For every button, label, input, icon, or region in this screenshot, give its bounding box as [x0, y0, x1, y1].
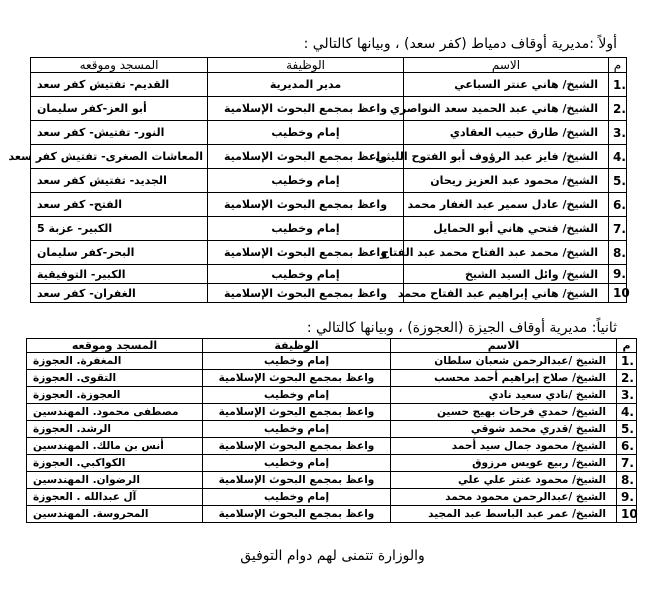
- row-mosque: الرشد. العجوزة: [27, 421, 203, 438]
- row-name: الشيخ /قدري محمد شوقي: [391, 421, 617, 438]
- row-name: الشيخ/ هاني إبراهيم عبد الفتاح محمد: [404, 284, 609, 303]
- row-job: إمام وخطيب: [208, 169, 404, 193]
- table-row: [27, 489, 637, 506]
- row-job: واعظ بمجمع البحوث الإسلامية: [208, 145, 404, 169]
- row-job: إمام وخطيب: [203, 353, 391, 370]
- row-mosque: مصطفى محمود. المهندسين: [27, 404, 203, 421]
- table-row: [31, 284, 627, 303]
- row-num: 10: [617, 506, 637, 523]
- row-job: واعظ بمجمع البحوث الإسلامية: [203, 506, 391, 523]
- row-num: 6.: [609, 193, 627, 217]
- closing-note: والوزارة تتمنى لهم دوام التوفيق: [240, 548, 425, 564]
- row-num: 4.: [617, 404, 637, 421]
- row-mosque: أبو العز-كفر سليمان: [31, 97, 208, 121]
- row-job: إمام وخطيب: [203, 455, 391, 472]
- row-job: واعظ بمجمع البحوث الإسلامية: [208, 241, 404, 265]
- row-num: 10: [609, 284, 627, 303]
- row-mosque: المعاشات الصغرى- تفتيش كفر سعد: [31, 145, 208, 169]
- col-header-name: الاسم: [391, 339, 617, 353]
- row-mosque: الفتح- كفر سعد: [31, 193, 208, 217]
- row-num: 1.: [609, 73, 627, 97]
- table-row: [27, 421, 637, 438]
- row-job: إمام وخطيب: [203, 387, 391, 404]
- section1-table: [8, 57, 630, 303]
- col-header-job: الوظيفة: [208, 58, 404, 73]
- row-mosque: آل عبدالله . العجوزة: [27, 489, 203, 506]
- row-job: واعظ بمجمع البحوث الإسلامية: [208, 284, 404, 303]
- table-row: [31, 241, 627, 265]
- section1-heading: أولاً :مديرية أوقاف دمياط (كفر سعد) ، وبيانها كالتالي :: [303, 36, 617, 52]
- row-num: 5.: [609, 169, 627, 193]
- row-name: الشيخ/ ربيع عويس مرزوق: [391, 455, 617, 472]
- row-name: الشيخ/ طارق حبيب العقادي: [404, 121, 609, 145]
- row-name: الشيخ/ محمود عنتر علي علي: [391, 472, 617, 489]
- table-row: [31, 217, 627, 241]
- row-num: 7.: [617, 455, 637, 472]
- row-num: 3.: [609, 121, 627, 145]
- row-name: الشيخ/ هاني عنتر السباعي: [404, 73, 609, 97]
- row-mosque: النور- تفتيش- كفر سعد: [31, 121, 208, 145]
- row-name: الشيخ/ محمود عبد العزيز ريحان: [404, 169, 609, 193]
- table-row: [27, 404, 637, 421]
- table-row: [27, 438, 637, 455]
- row-name: الشيخ/ محمود جمال سيد أحمد: [391, 438, 617, 455]
- row-num: 5.: [617, 421, 637, 438]
- row-mosque: الكواكبي. العجوزة: [27, 455, 203, 472]
- section2-heading: ثانياً: مديرية أوقاف الجيزة (العجوزة) ، وبيانها كالتالي :: [306, 320, 617, 336]
- row-job: إمام وخطيب: [203, 421, 391, 438]
- row-mosque: الغفران- كفر سعد: [31, 284, 208, 303]
- row-name: الشيخ/ حمدي فرحات بهيج حسين: [391, 404, 617, 421]
- col-header-mosque: المسجد وموقعه: [27, 339, 203, 353]
- table-row: [31, 73, 627, 97]
- row-num: 1.: [617, 353, 637, 370]
- table-row: [31, 97, 627, 121]
- row-job: مدير المديرية: [208, 73, 404, 97]
- table-row: [27, 506, 637, 523]
- table-row: [27, 353, 637, 370]
- row-num: 9.: [609, 265, 627, 284]
- row-job: واعظ بمجمع البحوث الإسلامية: [203, 438, 391, 455]
- col-header-mosque: المسجد وموقعه: [31, 58, 208, 73]
- table-row: [31, 193, 627, 217]
- row-num: 3.: [617, 387, 637, 404]
- row-num: 9.: [617, 489, 637, 506]
- row-name: الشيخ /عبدالرحمن شعبان سلطان: [391, 353, 617, 370]
- row-mosque: الكبير- عزبة 5: [31, 217, 208, 241]
- row-job: إمام وخطيب: [208, 217, 404, 241]
- row-name: الشيخ/ محمد عبد الفتاح محمد عبد الفتاح: [404, 241, 609, 265]
- row-name: الشيخ/ عادل سمير عبد الغفار محمد: [404, 193, 609, 217]
- row-num: 4.: [609, 145, 627, 169]
- row-job: واعظ بمجمع البحوث الإسلامية: [208, 97, 404, 121]
- row-num: 8.: [609, 241, 627, 265]
- table-row: [27, 455, 637, 472]
- row-job: إمام وخطيب: [208, 265, 404, 284]
- row-num: 2.: [609, 97, 627, 121]
- col-header-name: الاسم: [404, 58, 609, 73]
- row-job: واعظ بمجمع البحوث الإسلامية: [203, 370, 391, 387]
- row-mosque: الرضوان. المهندسين: [27, 472, 203, 489]
- row-mosque: القديم- تفتيش كفر سعد: [31, 73, 208, 97]
- table-row: [31, 265, 627, 284]
- row-name: الشيخ/ هاني عبد الحميد سعد النواصري: [404, 97, 609, 121]
- row-job: إمام وخطيب: [203, 489, 391, 506]
- row-name: الشيخ /عبدالرحمن محمود محمد: [391, 489, 617, 506]
- row-mosque: البحر-كفر سليمان: [31, 241, 208, 265]
- row-mosque: العجوزة. العجوزة: [27, 387, 203, 404]
- row-mosque: أنس بن مالك. المهندسين: [27, 438, 203, 455]
- section2-table: [26, 338, 637, 523]
- row-num: 8.: [617, 472, 637, 489]
- table-row: [27, 472, 637, 489]
- row-name: الشيخ/ عمر عبد الباسط عبد المجيد: [391, 506, 617, 523]
- row-name: الشيخ/ فتحي هاني أبو الحمايل: [404, 217, 609, 241]
- col-header-job: الوظيفة: [203, 339, 391, 353]
- row-name: الشيخ/ فايز عبد الرؤوف أبو الفتوح الليثي: [404, 145, 609, 169]
- row-mosque: الجديد- تفتيش كفر سعد: [31, 169, 208, 193]
- row-mosque: التقوى. العجوزة: [27, 370, 203, 387]
- row-name: الشيخ/ صلاح إبراهيم أحمد محسب: [391, 370, 617, 387]
- row-num: 6.: [617, 438, 637, 455]
- table-header-row: [27, 339, 637, 353]
- table-row: [31, 169, 627, 193]
- row-mosque: المحروسة. المهندسين: [27, 506, 203, 523]
- row-job: إمام وخطيب: [208, 121, 404, 145]
- table-row: [27, 370, 637, 387]
- row-mosque: الكبير- التوفيقية: [31, 265, 208, 284]
- col-header-num: م: [617, 339, 637, 353]
- table-row: [31, 121, 627, 145]
- col-header-num: م: [609, 58, 627, 73]
- row-num: 2.: [617, 370, 637, 387]
- table-header-row: [31, 58, 627, 73]
- row-mosque: المغفرة. العجوزة: [27, 353, 203, 370]
- row-job: واعظ بمجمع البحوث الإسلامية: [203, 472, 391, 489]
- row-name: الشيخ /نادي سعيد نادي: [391, 387, 617, 404]
- row-job: واعظ بمجمع البحوث الإسلامية: [203, 404, 391, 421]
- row-num: 7.: [609, 217, 627, 241]
- row-name: الشيخ/ وائل السيد الشيخ: [404, 265, 609, 284]
- table-row: [31, 145, 627, 169]
- row-job: واعظ بمجمع البحوث الإسلامية: [208, 193, 404, 217]
- table-row: [27, 387, 637, 404]
